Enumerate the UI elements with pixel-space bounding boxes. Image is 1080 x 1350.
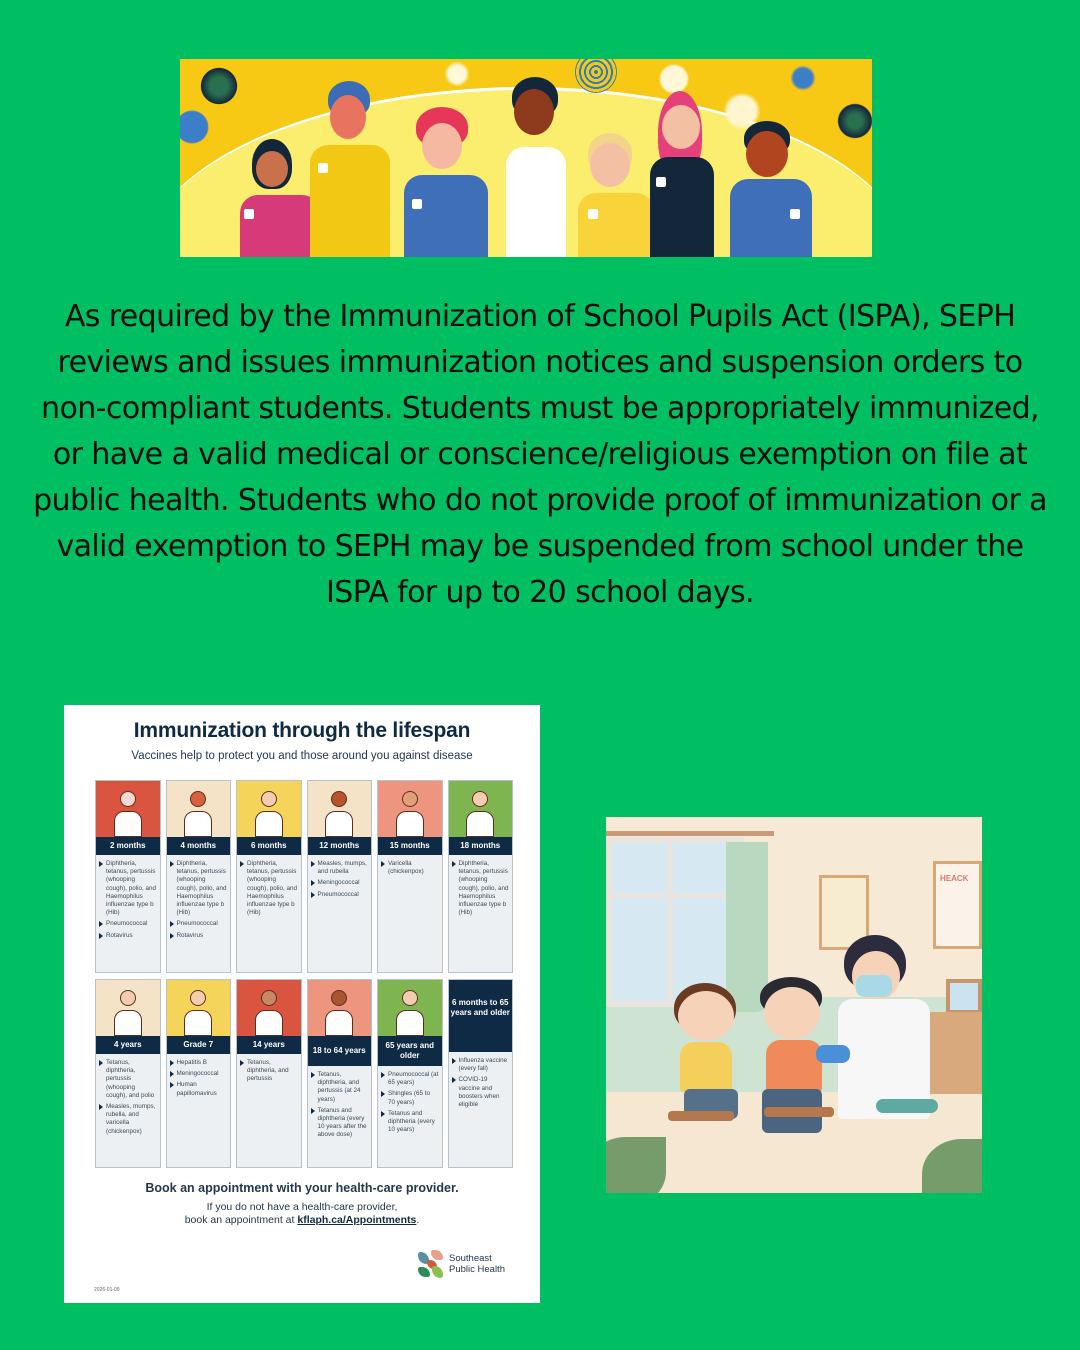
poster-subtitle: Vaccines help to protect you and those around you against disease: [131, 750, 473, 762]
age-figure-icon: [167, 980, 231, 1036]
vaccine-item: Shingles (65 to 70 years): [381, 1090, 439, 1106]
schedule-card-label: 15 months: [378, 837, 442, 855]
schedule-card: [307, 780, 373, 973]
vaccine-item: Meningococcal: [170, 1070, 228, 1078]
age-figure-icon: [96, 781, 160, 837]
vaccine-item: Tetanus and diphtheria (every 10 years after the above dose): [311, 1107, 369, 1140]
vaccine-item: Tetanus and diphtheria (every 10 years): [381, 1110, 439, 1135]
curtain: [726, 842, 768, 1012]
vaccine-item: Tetanus, diphtheria, and pertussis (at 24 years): [311, 1071, 369, 1104]
vaccine-item: Diphtheria, tetanus, pertussis (whooping cough), polio, and Haemophilus influenzae type b (Hib): [452, 860, 510, 917]
virus-icon: [575, 59, 617, 93]
vaccine-item: Diphtheria, tetanus, pertussis (whooping cough), polio, and Haemophilus influenzae type b (Hib): [99, 860, 157, 917]
vaccine-item: Diphtheria, tetanus, pertussis (whooping cough), polio, and Haemophilus influenzae type b (Hib): [240, 860, 298, 917]
vaccine-item: COVID-19 vaccine and boosters when eligible: [452, 1076, 510, 1109]
kid-figure: [730, 121, 812, 257]
vaccine-item: Pneumococcal: [311, 891, 369, 899]
vaccine-list: [378, 1066, 442, 1137]
age-figure-icon: [237, 980, 301, 1036]
window: [606, 837, 744, 1007]
vaccine-item: Meningococcal: [311, 879, 369, 887]
schedule-row-older: [95, 979, 513, 1168]
schedule-card-label: 12 months: [308, 837, 372, 855]
age-figure-icon: [308, 980, 372, 1036]
vaccine-item: Measles, mumps, and rubella: [311, 860, 369, 876]
kid-figure: [310, 81, 390, 257]
girl-figure: [678, 991, 734, 1041]
age-figure-icon: [237, 781, 301, 837]
kid-figure: [578, 133, 654, 257]
vaccine-item: Diphtheria, tetanus, pertussis (whooping cough), polio, and Haemophilus influenzae type b (Hib): [170, 860, 228, 917]
vaccine-list: [308, 1066, 372, 1143]
cabinet: [922, 1012, 982, 1094]
schedule-card-label: 14 years: [237, 1036, 301, 1054]
age-figure-icon: [449, 781, 513, 837]
vaccine-list: [167, 1054, 231, 1101]
book-appointment-heading: Book an appointment with your health-care provider.: [145, 1181, 459, 1195]
schedule-card: [448, 780, 514, 973]
vaccine-item: Human papillomavirus: [170, 1081, 228, 1097]
vaccine-item: Pneumococcal: [170, 920, 228, 928]
southeast-public-health-logo: Southeast Public Health: [418, 1250, 505, 1278]
immunization-schedule-poster: [64, 705, 540, 1303]
kid-figure: [404, 107, 488, 257]
kid-figure: [498, 77, 572, 257]
schedule-card: [377, 979, 443, 1168]
schedule-card: [377, 780, 443, 973]
vaccine-list: [449, 855, 513, 920]
kids-vaccinated-banner: [180, 59, 872, 257]
vaccine-item: Hepatitis B: [170, 1059, 228, 1067]
schedule-card: [166, 780, 232, 973]
virus-icon: [788, 63, 818, 93]
vaccine-list: [378, 855, 442, 879]
vaccine-item: Pneumococcal: [99, 920, 157, 928]
schedule-card-label: 18 months: [449, 837, 513, 855]
virus-icon: [180, 107, 212, 147]
sph-logo-icon: [418, 1250, 444, 1278]
schedule-card: [95, 979, 161, 1168]
kid-figure: [240, 139, 320, 257]
vaccine-list: [237, 855, 301, 920]
vaccine-list: [308, 855, 372, 902]
appointments-link[interactable]: kflaph.ca/Appointments: [297, 1214, 417, 1226]
age-figure-icon: [167, 781, 231, 837]
schedule-card: [448, 979, 514, 1168]
vaccine-list: [167, 855, 231, 943]
schedule-grid: [95, 780, 513, 1174]
schedule-card-label: 18 to 64 years: [308, 1036, 372, 1066]
schedule-card-label: 65 years and older: [378, 1036, 442, 1066]
boy-figure: [764, 987, 820, 1039]
schedule-card-label: 4 years: [96, 1036, 160, 1054]
vaccine-item: Rotavirus: [170, 932, 228, 940]
schedule-card: [236, 979, 302, 1168]
schedule-card: [95, 780, 161, 973]
virus-icon: [442, 59, 472, 89]
vaccine-list: [449, 1052, 513, 1112]
vaccine-list: [96, 855, 160, 943]
schedule-row-children: [95, 780, 513, 973]
kid-figure: [648, 91, 724, 257]
book-appointment-text: If you do not have a health-care provider, book an appointment at kflaph.ca/Appointments.: [184, 1201, 420, 1226]
vaccine-list: [237, 1054, 301, 1087]
schedule-card: [307, 979, 373, 1168]
ispa-intro-text: As required by the Immunization of School Pupils Act (ISPA), SEPH reviews and issues immunization notices and suspension orders to non-compliant students. Students must be appropriately immunized, or have a valid medical or conscience/religious exemption on file at public health. Students who do not provide proof of immunization or a valid exemption to SEPH may be suspended from school under the ISPA for up to 20 school days.: [33, 299, 1047, 610]
vaccine-item: Measles, mumps, rubella, and varicella (chickenpox): [99, 1103, 157, 1136]
vaccine-item: Tetanus, diphtheria, pertussis (whooping cough), and polio: [99, 1059, 157, 1100]
vaccine-item: Tetanus, diphtheria, and pertussis: [240, 1059, 298, 1084]
virus-icon: [835, 101, 872, 141]
age-figure-icon: [378, 781, 442, 837]
vaccine-item: Varicella (chickenpox): [381, 860, 439, 876]
poster-title: Immunization through the lifespan: [133, 719, 471, 742]
vaccine-item: Pneumococcal (at 65 years): [381, 1071, 439, 1087]
vaccine-item: Influenza vaccine (every fall): [452, 1057, 510, 1073]
schedule-card: [166, 979, 232, 1168]
schedule-card-label: Grade 7: [167, 1036, 231, 1054]
vaccine-item: Rotavirus: [99, 932, 157, 940]
nurse-vaccinating-child-illustration: [606, 817, 982, 1193]
monitor: [946, 979, 982, 1014]
vaccine-list: [96, 1054, 160, 1139]
schedule-card-label: 6 months to 65 years and older: [449, 980, 513, 1052]
age-figure-icon: [96, 980, 160, 1036]
schedule-card-label: 4 months: [167, 837, 231, 855]
schedule-card-label: 2 months: [96, 837, 160, 855]
age-figure-icon: [378, 980, 442, 1036]
schedule-card: [236, 780, 302, 973]
virus-icon: [198, 65, 240, 107]
age-figure-icon: [308, 781, 372, 837]
schedule-card-label: 6 months: [237, 837, 301, 855]
poster-date: 2026-01-09: [94, 1287, 120, 1293]
wall-poster: HEACK: [933, 861, 982, 949]
